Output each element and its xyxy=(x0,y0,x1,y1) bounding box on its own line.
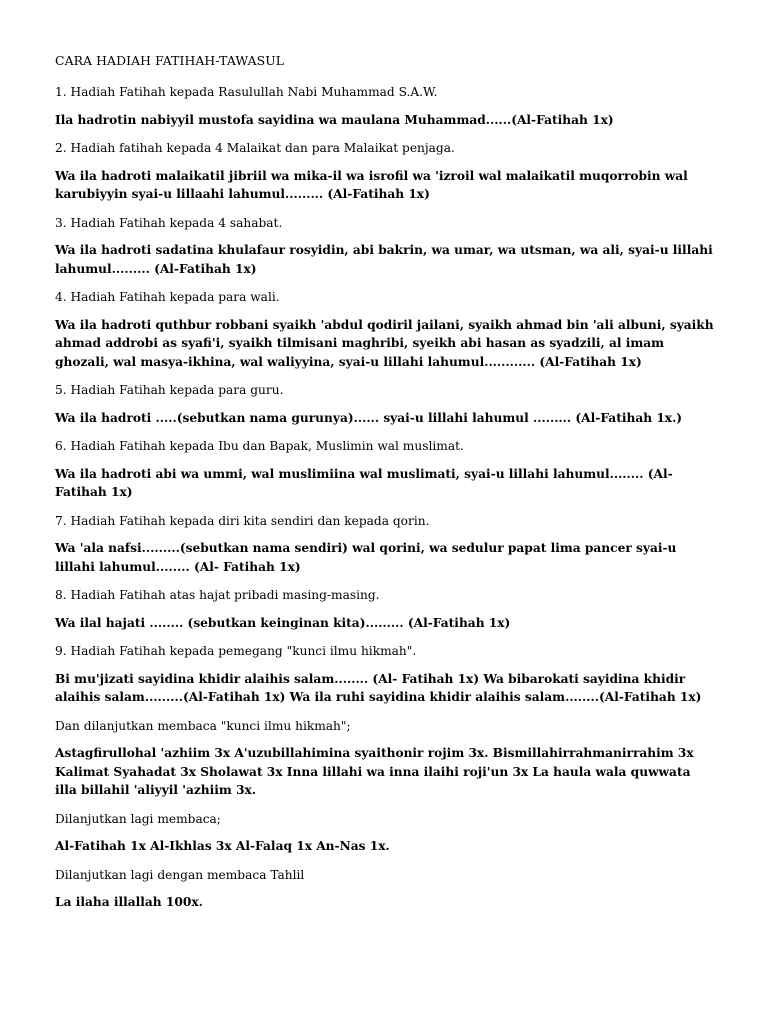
document-title: CARA HADIAH FATIHAH-TAWASUL xyxy=(55,53,285,68)
prayer-text-5: Wa ila hadroti .....(sebutkan nama gurunya)...... syai-u lillahi lahumul ......... (Al-Fatihah 1x.) xyxy=(55,410,683,425)
prayer-text-3: Wa ila hadroti sadatina khulafaur rosyidin, abi bakrin, wa umar, wa utsman, wa ali, syai-u lillahi lahumul......... (Al-Fatihah 1x) xyxy=(55,243,713,276)
recitation-text-1: Astagfirullohal 'azhiim 3x A'uzubillahimina syaithonir rojim 3x. Bismillahirrahmanirrahim 3x Kalimat Syahadat 3x Sholawat 3x Inna lillahi wa inna ilaihi roji'un 3x La haula wala quwwata illa billahil 'aliyyil 'azhiim 3x. xyxy=(55,746,694,797)
instruction-text-3: Dilanjutkan lagi dengan membaca Tahlil xyxy=(55,867,305,882)
prayer-text-2: Wa ila hadroti malaikatil jibriil wa mika-il wa isrofil wa 'izroil wal malaikatil muqorrobin wal karubiyyin syai-u lillaahi lahumul......... (Al-Fatihah 1x) xyxy=(55,168,688,201)
recitation-text-3: La ilaha illallah 100x. xyxy=(55,895,203,909)
section-heading-2: 2. Hadiah fatihah kepada 4 Malaikat dan para Malaikat penjaga. xyxy=(55,141,455,155)
prayer-text-7: Wa 'ala nafsi.........(sebutkan nama sendiri) wal qorini, wa sedulur papat lima pancer syai-u lillahi lahumul........ (Al- Fatihah 1x) xyxy=(55,541,677,574)
prayer-text-6: Wa ila hadroti abi wa ummi, wal muslimiina wal muslimati, syai-u lillahi lahumul........ (Al-Fatihah 1x) xyxy=(55,466,673,499)
instruction-text-1: Dan dilanjutkan membaca "kunci ilmu hikmah"; xyxy=(55,718,351,733)
recitation-text-2: Al-Fatihah 1x Al-Ikhlas 3x Al-Falaq 1x An-Nas 1x. xyxy=(55,839,390,853)
section-heading-5: 5. Hadiah Fatihah kepada para guru. xyxy=(55,383,284,397)
section-heading-4: 4. Hadiah Fatihah kepada para wali. xyxy=(55,290,280,304)
section-heading-8: 8. Hadiah Fatihah atas hajat pribadi masing-masing. xyxy=(55,588,380,602)
section-heading-1: 1. Hadiah Fatihah kepada Rasulullah Nabi Muhammad S.A.W. xyxy=(55,85,438,99)
section-heading-9: 9. Hadiah Fatihah kepada pemegang "kunci ilmu hikmah". xyxy=(55,644,417,658)
prayer-text-9: Bi mu'jizati sayidina khidir alaihis salam........ (Al- Fatihah 1x) Wa bibarokati sayidina khidir alaihis salam.........(Al-Fatihah 1x) Wa ila ruhi sayidina khidir alaihis salam........(Al-Fatihah 1x) xyxy=(55,671,702,704)
section-heading-7: 7. Hadiah Fatihah kepada diri kita sendiri dan kepada qorin. xyxy=(55,513,430,528)
prayer-text-8: Wa ilal hajati ........ (sebutkan keinginan kita)......... (Al-Fatihah 1x) xyxy=(55,615,511,630)
document-page xyxy=(55,52,715,922)
section-heading-6: 6. Hadiah Fatihah kepada Ibu dan Bapak, Muslimin wal muslimat. xyxy=(55,439,464,453)
section-heading-3: 3. Hadiah Fatihah kepada 4 sahabat. xyxy=(55,215,283,230)
prayer-text-4: Wa ila hadroti quthbur robbani syaikh 'abdul qodiril jailani, syaikh ahmad bin 'ali albuni, syaikh ahmad addrobi as syafi'i, syaikh tilmisani maghribi, syeikh abi hasan as syadzili, al imam ghozali, wal masya-ikhina, wal waliyyina, syai-u lillahi lahumul............ (Al-Fatihah 1x) xyxy=(55,317,714,369)
instruction-text-2: Dilanjutkan lagi membaca; xyxy=(55,811,221,826)
prayer-text-1: Ila hadrotin nabiyyil mustofa sayidina wa maulana Muhammad......(Al-Fatihah 1x) xyxy=(55,112,614,127)
